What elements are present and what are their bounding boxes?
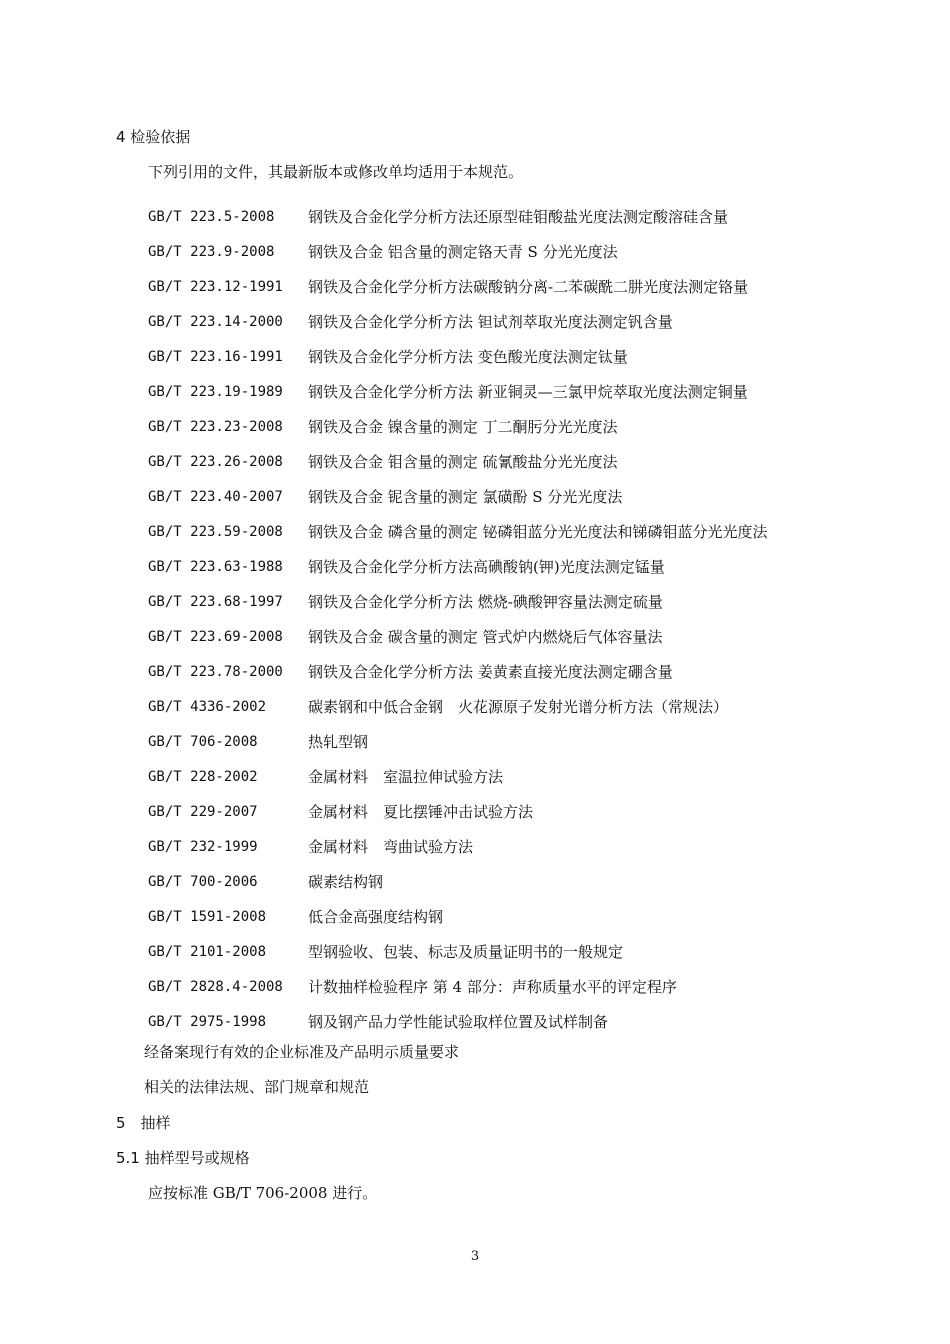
reference-row bbox=[148, 759, 908, 794]
reference-row bbox=[148, 234, 908, 269]
reference-title: 钢铁及合金化学分析方法还原型硅钼酸盐光度法测定酸溶硅含量 bbox=[308, 208, 729, 226]
reference-title: 碳素钢和中低合金钢 火花源原子发射光谱分析方法（常规法） bbox=[308, 698, 729, 716]
reference-row bbox=[148, 619, 908, 654]
reference-code: GB/T 223.23-2008 bbox=[148, 418, 283, 435]
reference-title: 钢铁及合金 磷含量的测定 铋磷钼蓝分光光度法和锑磷钼蓝分光光度法 bbox=[308, 523, 768, 541]
reference-title: 钢铁及合金 铝含量的测定铬天青 S 分光光度法 bbox=[308, 243, 618, 261]
reference-row bbox=[148, 794, 908, 829]
reference-code: GB/T 223.40-2007 bbox=[148, 488, 283, 505]
reference-code: GB/T 706-2008 bbox=[148, 733, 258, 750]
reference-row bbox=[148, 409, 908, 444]
reference-code: GB/T 2101-2008 bbox=[148, 943, 267, 960]
reference-code: GB/T 223.78-2000 bbox=[148, 663, 283, 680]
reference-title: 钢铁及合金化学分析方法 新亚铜灵—三氯甲烷萃取光度法测定铜量 bbox=[308, 383, 748, 401]
reference-title: 钢铁及合金 钼含量的测定 硫氰酸盐分光光度法 bbox=[308, 453, 618, 471]
section-5-heading: 5 抽样 bbox=[116, 1114, 171, 1132]
reference-row bbox=[148, 969, 908, 1004]
reference-code: GB/T 223.16-1991 bbox=[148, 348, 283, 365]
reference-title: 钢铁及合金化学分析方法碳酸钠分离-二苯碳酰二肼光度法测定铬量 bbox=[308, 278, 749, 296]
extra-reference-2: 相关的法律法规、部门规章和规范 bbox=[144, 1078, 370, 1096]
reference-code: GB/T 229-2007 bbox=[148, 803, 258, 820]
reference-title: 钢铁及合金化学分析方法 变色酸光度法测定钛量 bbox=[308, 348, 628, 366]
reference-row bbox=[148, 724, 908, 759]
page-number: 3 bbox=[470, 1249, 480, 1264]
section-4-heading: 4 检验依据 bbox=[116, 128, 191, 146]
reference-code: GB/T 223.68-1997 bbox=[148, 593, 283, 610]
reference-title: 钢铁及合金 镍含量的测定 丁二酮肟分光光度法 bbox=[308, 418, 618, 436]
reference-title: 金属材料 室温拉伸试验方法 bbox=[308, 768, 504, 786]
reference-row bbox=[148, 864, 908, 899]
reference-row bbox=[148, 1004, 908, 1039]
reference-row bbox=[148, 374, 908, 409]
reference-code: GB/T 228-2002 bbox=[148, 768, 258, 785]
reference-row bbox=[148, 269, 908, 304]
reference-row bbox=[148, 689, 908, 724]
reference-title: 钢铁及合金化学分析方法高碘酸钠(钾)光度法测定锰量 bbox=[308, 558, 665, 576]
reference-code: GB/T 223.69-2008 bbox=[148, 628, 283, 645]
reference-title: 钢铁及合金 碳含量的测定 管式炉内燃烧后气体容量法 bbox=[308, 628, 663, 646]
reference-title: 钢铁及合金 铌含量的测定 氯磺酚 S 分光光度法 bbox=[308, 488, 623, 506]
reference-title: 热轧型钢 bbox=[308, 733, 369, 751]
reference-code: GB/T 223.5-2008 bbox=[148, 208, 275, 225]
reference-code: GB/T 2975-1998 bbox=[148, 1013, 267, 1030]
reference-row bbox=[148, 934, 908, 969]
reference-list bbox=[148, 199, 908, 1039]
section-5-1-text: 应按标准 GB/T 706-2008 进行。 bbox=[148, 1184, 378, 1202]
reference-code: GB/T 223.14-2000 bbox=[148, 313, 283, 330]
reference-title: 金属材料 弯曲试验方法 bbox=[308, 838, 474, 856]
reference-title: 计数抽样检验程序 第 4 部分：声称质量水平的评定程序 bbox=[308, 978, 677, 996]
reference-row bbox=[148, 829, 908, 864]
reference-title: 金属材料 夏比摆锤冲击试验方法 bbox=[308, 803, 534, 821]
reference-code: GB/T 223.26-2008 bbox=[148, 453, 283, 470]
reference-row bbox=[148, 339, 908, 374]
section-4-intro: 下列引用的文件，其最新版本或修改单均适用于本规范。 bbox=[148, 163, 524, 181]
reference-row bbox=[148, 444, 908, 479]
reference-row bbox=[148, 549, 908, 584]
reference-row bbox=[148, 654, 908, 689]
reference-row bbox=[148, 304, 908, 339]
reference-code: GB/T 223.9-2008 bbox=[148, 243, 275, 260]
reference-code: GB/T 223.19-1989 bbox=[148, 383, 283, 400]
reference-code: GB/T 223.59-2008 bbox=[148, 523, 283, 540]
section-5-1-heading: 5.1 抽样型号或规格 bbox=[116, 1149, 250, 1167]
reference-row bbox=[148, 514, 908, 549]
reference-title: 低合金高强度结构钢 bbox=[308, 908, 444, 926]
reference-code: GB/T 1591-2008 bbox=[148, 908, 267, 925]
reference-code: GB/T 232-1999 bbox=[148, 838, 258, 855]
reference-code: GB/T 4336-2002 bbox=[148, 698, 267, 715]
reference-title: 钢铁及合金化学分析方法 姜黄素直接光度法测定硼含量 bbox=[308, 663, 673, 681]
reference-code: GB/T 2828.4-2008 bbox=[148, 978, 283, 995]
reference-title: 钢铁及合金化学分析方法 钽试剂萃取光度法测定钒含量 bbox=[308, 313, 673, 331]
reference-code: GB/T 223.63-1988 bbox=[148, 558, 283, 575]
reference-title: 型钢验收、包装、标志及质量证明书的一般规定 bbox=[308, 943, 624, 961]
reference-code: GB/T 700-2006 bbox=[148, 873, 258, 890]
reference-row bbox=[148, 584, 908, 619]
reference-title: 钢及钢产品力学性能试验取样位置及试样制备 bbox=[308, 1013, 609, 1031]
reference-title: 钢铁及合金化学分析方法 燃烧-碘酸钾容量法测定硫量 bbox=[308, 593, 663, 611]
reference-title: 碳素结构钢 bbox=[308, 873, 384, 891]
reference-row bbox=[148, 199, 908, 234]
reference-row bbox=[148, 479, 908, 514]
extra-reference-1: 经备案现行有效的企业标准及产品明示质量要求 bbox=[144, 1043, 460, 1061]
reference-code: GB/T 223.12-1991 bbox=[148, 278, 283, 295]
reference-row bbox=[148, 899, 908, 934]
